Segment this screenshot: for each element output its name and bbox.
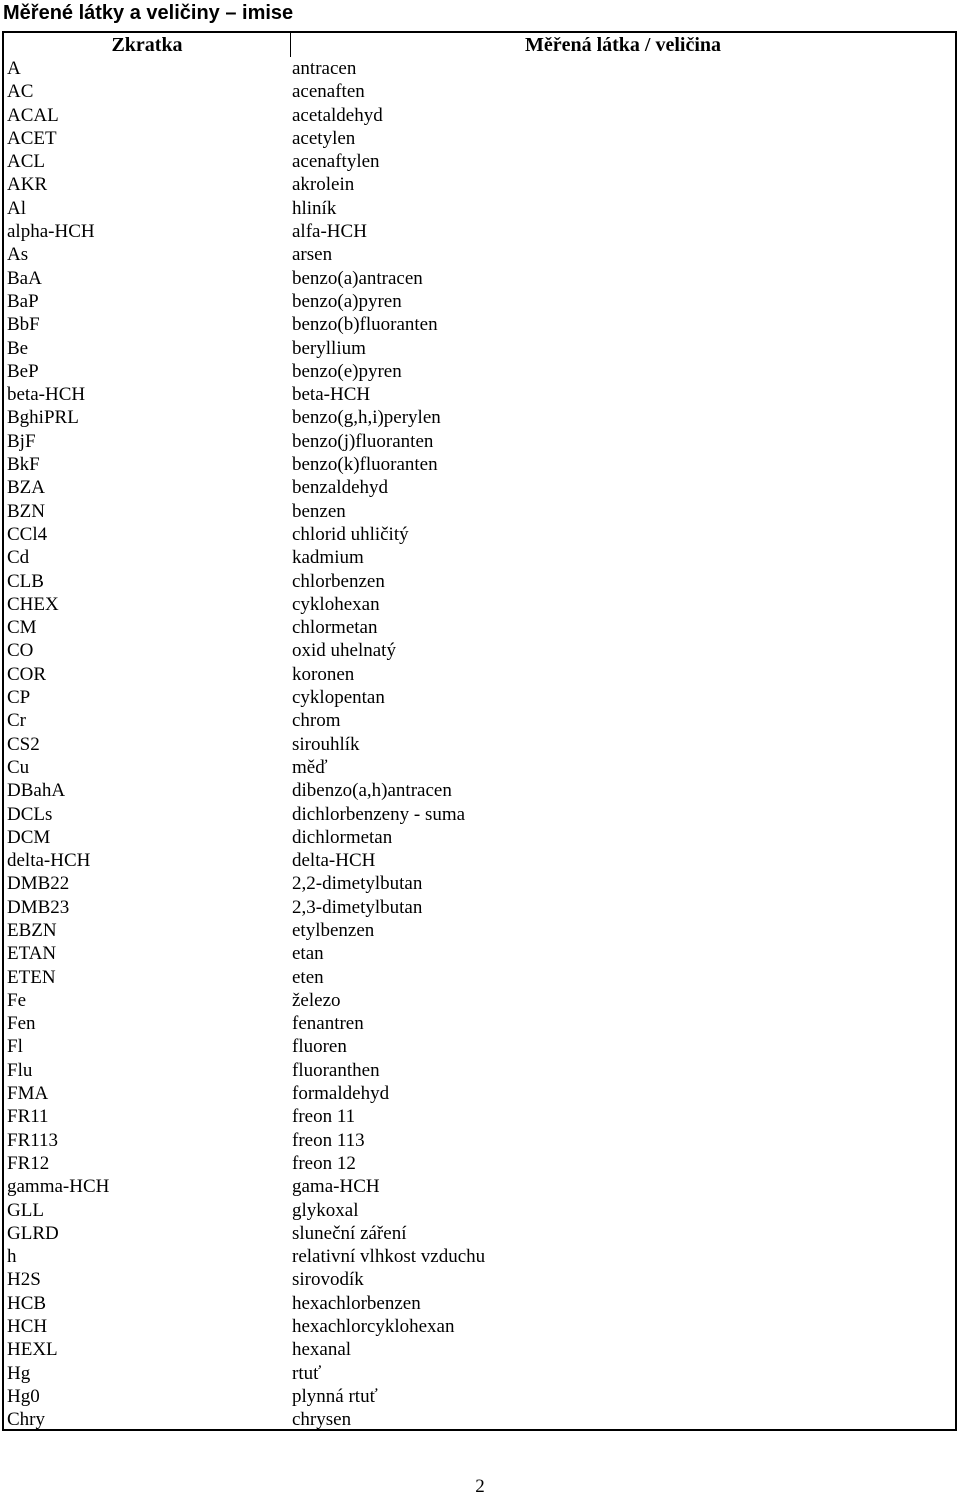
cell-abbreviation: HCH <box>7 1316 48 1338</box>
table-row <box>4 523 955 546</box>
table-row <box>4 453 955 476</box>
cell-abbreviation: Chry <box>7 1409 45 1431</box>
cell-abbreviation: CP <box>7 687 31 709</box>
cell-abbreviation: FMA <box>7 1083 49 1105</box>
cell-abbreviation: Fen <box>7 1013 36 1035</box>
cell-substance-name: benzo(b)fluoranten <box>292 314 438 336</box>
table-row <box>4 1175 955 1198</box>
table-row <box>4 803 955 826</box>
table-row <box>4 919 955 942</box>
cell-abbreviation: Hg0 <box>7 1385 40 1407</box>
cell-abbreviation: Flu <box>7 1059 33 1081</box>
cell-substance-name: plynná rtuť <box>292 1385 378 1407</box>
cell-abbreviation: Cu <box>7 756 30 778</box>
table-row <box>4 337 955 360</box>
table-row <box>4 989 955 1012</box>
cell-abbreviation: Hg <box>7 1362 31 1384</box>
cell-substance-name: arsen <box>292 244 333 266</box>
table-row <box>4 756 955 779</box>
cell-abbreviation: Cr <box>7 710 26 732</box>
table-row <box>4 733 955 756</box>
cell-substance-name: dibenzo(a,h)antracen <box>292 780 452 802</box>
cell-abbreviation: Fe <box>7 989 26 1011</box>
cell-abbreviation: CCl4 <box>7 523 48 545</box>
table-row <box>4 500 955 523</box>
table-row <box>4 150 955 173</box>
table-row <box>4 57 955 80</box>
table-header-row <box>4 33 955 57</box>
cell-abbreviation: As <box>7 244 29 266</box>
cell-substance-name: etan <box>292 943 324 965</box>
table-row <box>4 849 955 872</box>
cell-substance-name: koronen <box>292 663 355 685</box>
cell-substance-name: etylbenzen <box>292 919 375 941</box>
cell-substance-name: sirouhlík <box>292 733 360 755</box>
cell-abbreviation: DCM <box>7 826 51 848</box>
cell-substance-name: beta-HCH <box>292 384 371 406</box>
cell-substance-name: chlormetan <box>292 617 378 639</box>
cell-abbreviation: DMB22 <box>7 873 70 895</box>
cell-abbreviation: BaA <box>7 267 42 289</box>
table-row <box>4 1408 955 1431</box>
table-row <box>4 80 955 103</box>
table-row <box>4 476 955 499</box>
table-row <box>4 639 955 662</box>
table-row <box>4 1012 955 1035</box>
cell-abbreviation: BeP <box>7 360 39 382</box>
cell-abbreviation: ACET <box>7 127 57 149</box>
table-row <box>4 1268 955 1291</box>
cell-abbreviation: gamma-HCH <box>7 1176 110 1198</box>
table-row <box>4 220 955 243</box>
table-row <box>4 1362 955 1385</box>
table-row <box>4 1199 955 1222</box>
table-row <box>4 1292 955 1315</box>
cell-substance-name: benzo(j)fluoranten <box>292 430 434 452</box>
cell-substance-name: freon 11 <box>292 1106 356 1128</box>
cell-abbreviation: beta-HCH <box>7 384 86 406</box>
cell-abbreviation: BjF <box>7 430 36 452</box>
table-row <box>4 779 955 802</box>
table-row <box>4 1222 955 1245</box>
cell-substance-name: cyklohexan <box>292 593 380 615</box>
cell-abbreviation: AKR <box>7 174 48 196</box>
table-row <box>4 127 955 150</box>
cell-substance-name: acetylen <box>292 127 356 149</box>
cell-abbreviation: CS2 <box>7 733 40 755</box>
cell-substance-name: acetaldehyd <box>292 104 383 126</box>
table-row <box>4 1315 955 1338</box>
cell-abbreviation: Al <box>7 197 26 219</box>
cell-abbreviation: GLL <box>7 1199 44 1221</box>
cell-substance-name: freon 113 <box>292 1129 365 1151</box>
table-row <box>4 570 955 593</box>
cell-abbreviation: DCLs <box>7 803 53 825</box>
cell-abbreviation: BbF <box>7 314 40 336</box>
table-row <box>4 663 955 686</box>
cell-abbreviation: CO <box>7 640 34 662</box>
cell-abbreviation: h <box>7 1246 17 1268</box>
cell-substance-name: fluoranthen <box>292 1059 380 1081</box>
cell-substance-name: relativní vlhkost vzduchu <box>292 1246 486 1268</box>
table-body <box>4 57 955 1432</box>
cell-abbreviation: H2S <box>7 1269 41 1291</box>
cell-substance-name: rtuť <box>292 1362 322 1384</box>
cell-abbreviation: COR <box>7 663 47 685</box>
cell-abbreviation: alpha-HCH <box>7 221 95 243</box>
cell-substance-name: acenaften <box>292 81 365 103</box>
table-row <box>4 406 955 429</box>
cell-abbreviation: A <box>7 58 21 79</box>
cell-substance-name: fenantren <box>292 1013 364 1035</box>
table-row <box>4 1129 955 1152</box>
cell-abbreviation: FR113 <box>7 1129 59 1151</box>
cell-abbreviation: ETAN <box>7 943 57 965</box>
cell-abbreviation: HEXL <box>7 1339 58 1361</box>
cell-abbreviation: DBahA <box>7 780 66 802</box>
cell-substance-name: benzo(a)antracen <box>292 267 423 289</box>
cell-abbreviation: ACAL <box>7 104 59 126</box>
table-row <box>4 1059 955 1082</box>
cell-abbreviation: FR11 <box>7 1106 49 1128</box>
table-row <box>4 383 955 406</box>
table-row <box>4 197 955 220</box>
table-row <box>4 1338 955 1361</box>
header-abbreviation: Zkratka <box>111 34 183 56</box>
cell-substance-name: sirovodík <box>292 1269 364 1291</box>
cell-abbreviation: BZA <box>7 477 45 499</box>
cell-abbreviation: ETEN <box>7 966 56 988</box>
cell-substance-name: freon 12 <box>292 1152 356 1174</box>
table-row <box>4 826 955 849</box>
cell-substance-name: alfa-HCH <box>292 221 367 243</box>
table-row <box>4 1105 955 1128</box>
cell-abbreviation: CLB <box>7 570 44 592</box>
table-row <box>4 546 955 569</box>
cell-substance-name: benzo(a)pyren <box>292 290 402 312</box>
cell-substance-name: delta-HCH <box>292 850 376 872</box>
cell-substance-name: benzo(e)pyren <box>292 360 402 382</box>
cell-substance-name: formaldehyd <box>292 1083 390 1105</box>
table-row <box>4 173 955 196</box>
cell-abbreviation: delta-HCH <box>7 850 91 872</box>
table-row <box>4 430 955 453</box>
table-row <box>4 709 955 732</box>
cell-abbreviation: FR12 <box>7 1152 50 1174</box>
table-row <box>4 360 955 383</box>
cell-abbreviation: BkF <box>7 454 40 476</box>
cell-substance-name: chrom <box>292 710 341 732</box>
header-substance-name: Měřená látka / veličina <box>524 34 722 56</box>
cell-substance-name: chlorid uhličitý <box>292 523 409 545</box>
cell-substance-name: chrysen <box>292 1409 352 1431</box>
cell-substance-name: železo <box>292 989 341 1011</box>
substances-table <box>2 31 957 1431</box>
table-row <box>4 616 955 639</box>
cell-substance-name: 2,3-dimetylbutan <box>292 896 423 918</box>
cell-abbreviation: BaP <box>7 290 39 312</box>
cell-abbreviation: ACL <box>7 151 45 173</box>
cell-abbreviation: DMB23 <box>7 896 70 918</box>
page-number: 2 <box>475 1476 485 1497</box>
table-row <box>4 104 955 127</box>
cell-substance-name: hexachlorcyklohexan <box>292 1316 455 1338</box>
cell-substance-name: fluoren <box>292 1036 347 1058</box>
cell-substance-name: kadmium <box>292 547 364 569</box>
cell-substance-name: akrolein <box>292 174 355 196</box>
column-divider <box>290 33 291 57</box>
table-row <box>4 896 955 919</box>
cell-substance-name: hexanal <box>292 1339 352 1361</box>
cell-abbreviation: BZN <box>7 500 45 522</box>
table-row <box>4 1385 955 1408</box>
table-row <box>4 243 955 266</box>
page-title: Měřené látky a veličiny – imise <box>3 2 294 24</box>
table-row <box>4 1152 955 1175</box>
table-row <box>4 593 955 616</box>
cell-abbreviation: AC <box>7 81 34 103</box>
cell-substance-name: eten <box>292 966 324 988</box>
cell-substance-name: benzo(k)fluoranten <box>292 454 438 476</box>
table-row <box>4 313 955 336</box>
cell-substance-name: benzen <box>292 500 346 522</box>
table-row <box>4 872 955 895</box>
table-row <box>4 966 955 989</box>
cell-abbreviation: EBZN <box>7 919 57 941</box>
table-row <box>4 1082 955 1105</box>
cell-substance-name: antracen <box>292 58 357 79</box>
cell-substance-name: 2,2-dimetylbutan <box>292 873 423 895</box>
cell-substance-name: dichlormetan <box>292 826 393 848</box>
table-row <box>4 1035 955 1058</box>
table-row <box>4 1245 955 1268</box>
cell-substance-name: benzaldehyd <box>292 477 389 499</box>
table-row <box>4 267 955 290</box>
cell-substance-name: sluneční záření <box>292 1222 407 1244</box>
cell-abbreviation: BghiPRL <box>7 407 79 429</box>
cell-abbreviation: Cd <box>7 547 30 569</box>
cell-abbreviation: Fl <box>7 1036 23 1058</box>
cell-substance-name: dichlorbenzeny - suma <box>292 803 466 825</box>
cell-abbreviation: HCB <box>7 1292 47 1314</box>
cell-substance-name: hliník <box>292 197 337 219</box>
cell-abbreviation: Be <box>7 337 29 359</box>
cell-substance-name: gama-HCH <box>292 1176 380 1198</box>
table-row <box>4 290 955 313</box>
cell-substance-name: glykoxal <box>292 1199 359 1221</box>
cell-substance-name: benzo(g,h,i)perylen <box>292 407 441 429</box>
cell-abbreviation: CHEX <box>7 593 59 615</box>
cell-substance-name: beryllium <box>292 337 366 359</box>
cell-abbreviation: CM <box>7 617 37 639</box>
table-row <box>4 686 955 709</box>
cell-substance-name: chlorbenzen <box>292 570 385 592</box>
cell-substance-name: cyklopentan <box>292 687 385 709</box>
table-row <box>4 942 955 965</box>
cell-substance-name: acenaftylen <box>292 151 380 173</box>
cell-substance-name: oxid uhelnatý <box>292 640 396 662</box>
cell-substance-name: hexachlorbenzen <box>292 1292 421 1314</box>
cell-substance-name: měď <box>292 756 328 778</box>
cell-abbreviation: GLRD <box>7 1222 59 1244</box>
